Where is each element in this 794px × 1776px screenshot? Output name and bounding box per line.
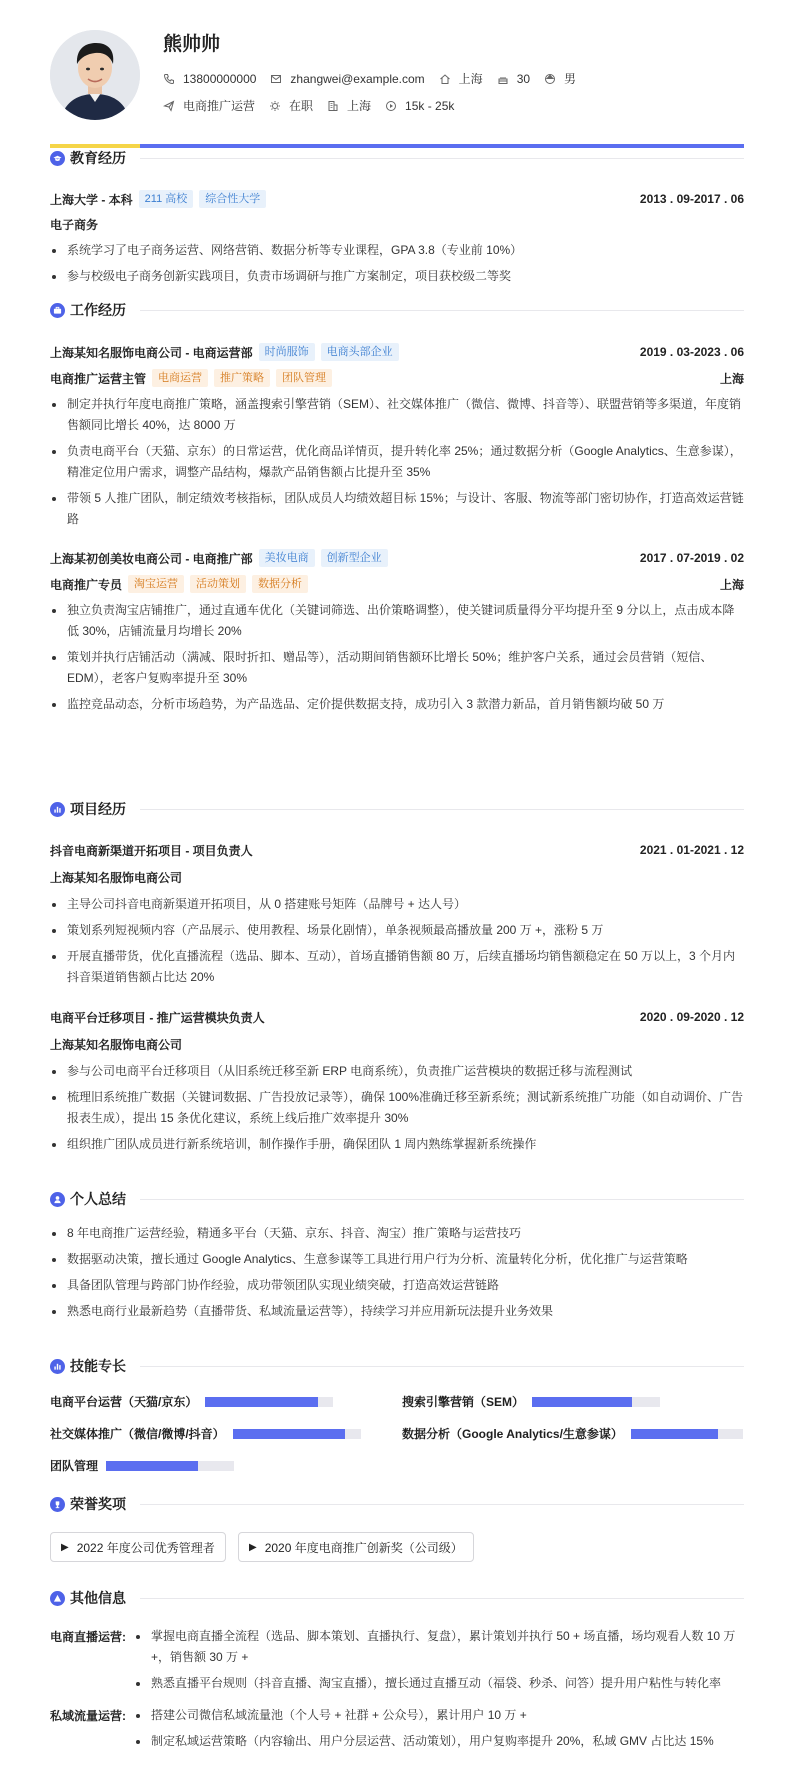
trophy-icon [50,1497,65,1512]
section-title: 教育经历 [70,150,126,166]
project-header [50,1007,744,1027]
list-item: 负责电商平台（天猫、京东）的日常运营，优化商品详情页，提升转化率 25%；通过数据分析（Google Analytics、生意参谋），精准定位用户需求，调整产品结构，爆款产品销售额占比提升至 35% [50,441,744,483]
list-item: 熟悉电商行业最新趋势（直播带货、私域流量运营等），持续学习并应用新玩法提升业务效果 [50,1301,744,1322]
skill-name: 数据分析（Google Analytics/生意参谋） [402,1427,623,1441]
briefcase-icon [50,303,65,318]
building-icon [327,100,339,112]
company-tag: 创新型企业 [321,549,388,567]
list-item: 组织推广团队成员进行新系统培训，制作操作手册，确保团队 1 周内熟练掌握新系统操作 [50,1134,744,1155]
company-name: 上海某初创美妆电商公司 - 电商推广部 [50,551,253,566]
bar-chart-icon [50,802,65,817]
section-header [50,148,744,168]
user-icon [50,1192,65,1207]
job-bullets [50,600,744,715]
other-bullets [134,1705,744,1752]
award-text: 2022 年度公司优秀管理者 [76,1540,215,1555]
gender-text: 男 [564,72,577,86]
awards-section [50,1494,744,1514]
section-title: 荣誉奖项 [70,1496,126,1512]
location-text: 上海 [458,72,483,86]
role-tag: 淘宝运营 [128,575,184,593]
skill-bar [631,1429,743,1439]
other-section [50,1588,744,1608]
section-header [50,1494,744,1514]
list-item: 参与公司电商平台迁移项目（从旧系统迁移至新 ERP 电商系统），负责推广运营模块的数据迁移与流程测试 [50,1061,744,1082]
candidate-name: 熊帅帅 [163,34,221,55]
other-label: 电商直播运营: [50,1630,126,1644]
graduation-cap-icon [50,151,65,166]
skill-name: 电商平台运营（天猫/京东） [50,1395,198,1409]
skill-bar [205,1397,333,1407]
skill-bar [233,1429,361,1439]
avatar [50,30,140,120]
skill-bar-fill [106,1461,198,1471]
home-icon [439,73,451,85]
list-item: 熟悉直播平台规则（抖音直播、淘宝直播），擅长通过直播互动（福袋、秒杀、问答）提升用户粘性与转化率 [134,1673,744,1694]
education-section [50,148,744,287]
summary-section [50,1189,744,1322]
project-bullets [50,1061,744,1155]
list-item: 梳理旧系统推广数据（关键词数据、广告投放记录等），确保 100%准确迁移至新系统；测试新系统推广功能（如自动调价、广告报表生成），提出 15 条优化建议，系统上线后推广效率提升 30% [50,1087,744,1129]
skill-item [402,1393,660,1410]
mail-icon [270,73,282,85]
project-date: 2021 . 01-2021 . 12 [639,843,744,857]
section-title: 其他信息 [70,1590,126,1606]
job-target-text: 电商推广运营 [183,99,256,113]
job-date: 2017 . 07-2019 . 02 [639,551,744,565]
skills-section [50,1356,744,1376]
project-company: 上海某知名服饰电商公司 [50,871,183,885]
job-city: 上海 [719,371,744,386]
list-item: 策划系列短视频内容（产品展示、使用教程、场景化剧情），单条视频最高播放量 200 万 +，涨粉 5 万 [50,920,744,941]
school-tag: 211 高校 [139,190,194,208]
school-name: 上海大学 - 本科 [50,192,133,207]
role-row [50,574,744,594]
job-city: 上海 [719,577,744,592]
cake-icon [497,73,509,85]
age-item [497,72,530,86]
section-header [50,799,744,819]
job-date: 2019 . 03-2023 . 06 [639,345,744,359]
skill-bar [532,1397,660,1407]
skill-name: 搜索引擎营销（SEM） [402,1395,525,1409]
section-title: 个人总结 [70,1191,126,1207]
phone-icon [163,73,175,85]
education-entry-header [50,189,744,209]
list-item: 独立负责淘宝店铺推广，通过直通车优化（关键词筛选、出价策略调整），使关键词质量得分平均提升至 9 分以上，点击成本降低 30%，店铺流量月均增长 20% [50,600,744,642]
bar-chart-icon [50,1359,65,1374]
school-tag: 综合性大学 [199,190,266,208]
list-item: 开展直播带货，优化直播流程（选品、脚本、互动），首场直播销售额 80 万，后续直播场均销售额稳定在 50 万以上，3 个月内抖音渠道销售额占比达 20% [50,946,744,988]
list-item: 策划并执行店铺活动（满减、限时折扣、赠品等），活动期间销售额环比增长 50%；维护客户关系，通过会员营销（短信、EDM），老客户复购率提升至 30% [50,647,744,689]
skill-bar-fill [532,1397,632,1407]
education-date: 2013 . 09-2017 . 06 [639,192,744,206]
company-name: 上海某知名服饰电商公司 - 电商运营部 [50,345,253,360]
major: 电子商务 [50,218,99,232]
job-header [50,548,744,568]
contact-row [163,70,590,87]
award-item [238,1532,474,1562]
role-row [50,368,744,388]
skill-bar-fill [631,1429,718,1439]
job-target-item [163,97,255,114]
list-item: 主导公司抖音电商新渠道开拓项目，从 0 搭建账号矩阵（品牌号 + 达人号） [50,894,744,915]
salary-item [385,99,454,113]
projects-section [50,799,744,1155]
skill-bar-fill [205,1397,318,1407]
list-item: 8 年电商推广运营经验，精通多平台（天猫、京东、抖音、淘宝）推广策略与运营技巧 [50,1223,744,1244]
role-tag: 团队管理 [276,369,332,387]
salary-text: 15k - 25k [405,98,455,113]
skill-item [402,1425,743,1442]
summary-bullets [50,1223,744,1322]
list-item: 系统学习了电子商务运营、网络营销、数据分析等专业课程，GPA 3.8（专业前 10%） [50,240,744,261]
skill-name: 团队管理 [50,1459,99,1473]
section-header [50,1588,744,1608]
skill-item [50,1457,234,1474]
gender-item [544,70,576,87]
job-header [50,342,744,362]
section-header [50,1356,744,1376]
list-item: 制定并执行年度电商推广策略，涵盖搜索引擎营销（SEM）、社交媒体推广（微信、微博、抖音等）、联盟营销等多渠道，年度销售额同比增长 40%，达 8000 万 [50,394,744,436]
skill-item [50,1425,361,1442]
skill-name: 社交媒体推广（微信/微博/抖音） [50,1427,225,1441]
section-header [50,300,744,320]
info-icon [50,1591,65,1606]
list-item: 搭建公司微信私域流量池（个人号 + 社群 + 公众号），累计用户 10 万 + [134,1705,744,1726]
role-tag: 数据分析 [252,575,308,593]
company-tag: 时尚服饰 [259,343,315,361]
status-item [269,97,313,114]
list-item: 数据驱动决策，擅长通过 Google Analytics、生意参谋等工具进行用户行为分析、流量转化分析，优化推广与运营策略 [50,1249,744,1270]
skill-bar [106,1461,234,1471]
project-company: 上海某知名服饰电商公司 [50,1038,183,1052]
award-item [50,1532,226,1562]
project-name: 电商平台迁移项目 - 推广运营模块负责人 [50,1010,265,1025]
company-tag: 电商头部企业 [321,343,399,361]
skill-item [50,1393,333,1410]
gender-icon [544,73,556,85]
resume-header [50,0,744,146]
section-title: 技能专长 [70,1358,126,1374]
job-intention-row [163,97,468,114]
list-item: 监控竞品动态，分析市场趋势，为产品选品、定价提供数据支持，成功引入 3 款潜力新品，首月销售额均破 50 万 [50,694,744,715]
list-item: 掌握电商直播全流程（选品、脚本策划、直播执行、复盘），累计策划并执行 50 + 场直播，场均观看人数 10 万 +，销售额 30 万 + [134,1626,744,1668]
skill-bar-fill [233,1429,346,1439]
target-city-item [327,97,371,114]
role-tag: 电商运营 [152,369,208,387]
role-tag: 推广策略 [214,369,270,387]
project-name: 抖音电商新渠道开拓项目 - 项目负责人 [50,843,253,858]
other-label: 私域流量运营: [50,1709,126,1723]
list-item: 参与校级电子商务创新实践项目，负责市场调研与推广方案制定，项目获校级二等奖 [50,266,744,287]
work-section [50,300,744,715]
email-item [270,72,424,86]
send-icon [163,100,175,112]
list-item: 具备团队管理与跨部门协作经验，成功带领团队实现业绩突破，打造高效运营链路 [50,1275,744,1296]
education-bullets [50,240,744,287]
section-title: 项目经历 [70,801,126,817]
target-city-text: 上海 [347,99,372,113]
other-bullets [134,1626,744,1694]
email-text: zhangwei@example.com [290,71,425,86]
location-item [439,70,483,87]
project-bullets [50,894,744,988]
status-text: 在职 [289,99,314,113]
role-title: 电商推广专员 [50,577,123,592]
job-bullets [50,394,744,530]
list-item: 带领 5 人推广团队，制定绩效考核指标，团队成员人均绩效超目标 15%；与设计、客服、物流等部门密切协作，打造高效运营链路 [50,488,744,530]
play-circle-icon [385,100,397,112]
company-tag: 美妆电商 [259,549,315,567]
triangle-right-icon: ▶ [61,1541,69,1553]
role-tag: 活动策划 [190,575,246,593]
award-text: 2020 年度电商推广创新奖（公司级） [264,1540,463,1555]
list-item: 制定私域运营策略（内容输出、用户分层运营、活动策划），用户复购率提升 20%，私域 GMV 占比达 15% [134,1731,744,1752]
triangle-right-icon: ▶ [249,1541,257,1553]
phone-item [163,72,256,86]
section-title: 工作经历 [70,302,126,318]
project-header [50,840,744,860]
phone-text: 13800000000 [183,71,257,86]
project-date: 2020 . 09-2020 . 12 [639,1010,744,1024]
status-icon [269,100,281,112]
section-header [50,1189,744,1209]
age-text: 30 [516,71,531,86]
role-title: 电商推广运营主管 [50,371,147,386]
